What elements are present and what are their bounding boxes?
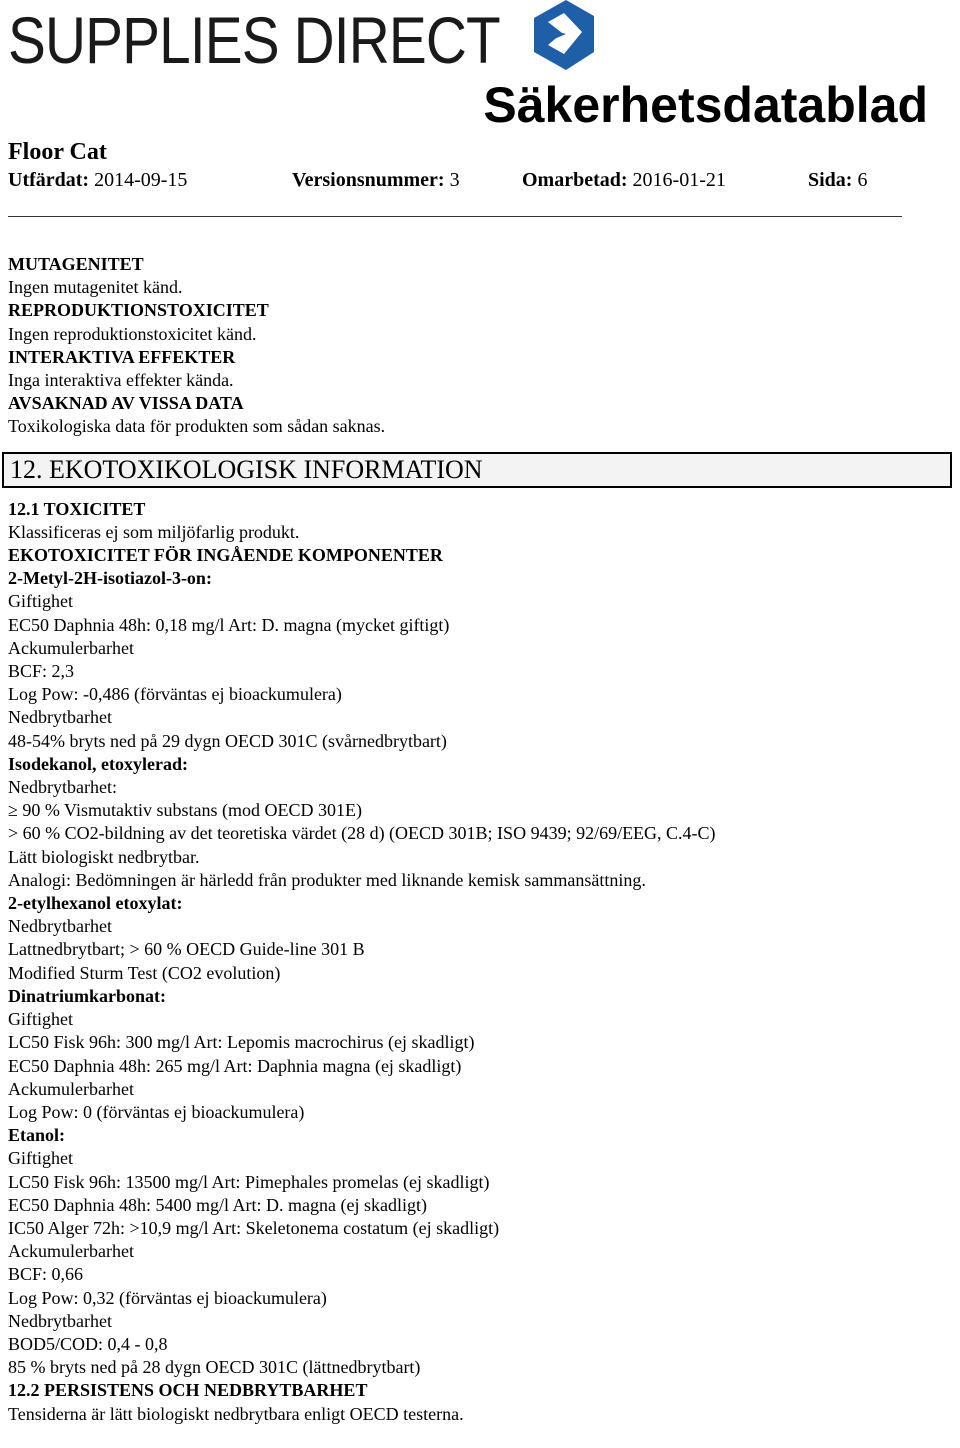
toxicity-text: Klassificeras ej som miljöfarlig produkt. xyxy=(8,521,300,542)
component-line: EC50 Daphnia 48h: 5400 mg/l Art: D. magna (ej skadligt) xyxy=(8,1194,427,1215)
component-line: BOD5/COD: 0,4 - 0,8 xyxy=(8,1333,168,1354)
component-line: BCF: 0,66 xyxy=(8,1264,84,1285)
component-line: LC50 Fisk 96h: 13500 mg/l Art: Pimephales promelas (ej skadligt) xyxy=(8,1171,490,1192)
component-line: IC50 Alger 72h: >10,9 mg/l Art: Skeletonema costatum (ej skadligt) xyxy=(8,1217,500,1238)
component-line: Analogi: Bedömningen är härledd från produkter med liknande kemisk sammansättning. xyxy=(8,869,646,890)
component-line: Log Pow: 0,32 (förväntas ej bioackumulera) xyxy=(8,1287,327,1308)
product-name: Floor Cat xyxy=(8,139,107,165)
component-line: LC50 Fisk 96h: 300 mg/l Art: Lepomis macrochirus (ej skadligt) xyxy=(8,1032,475,1053)
component-line: Nedbrytbarhet: xyxy=(8,777,117,798)
component-name: Dinatriumkarbonat: xyxy=(8,985,167,1006)
persistence-text: Tensiderna är lätt biologiskt nedbrytbara enligt OECD testerna. xyxy=(8,1403,464,1424)
component-line: > 60 % CO2-bildning av det teoretiska värdet (28 d) (OECD 301B; ISO 9439; 92/69/EEG, C.4-C) xyxy=(8,823,716,844)
component-line: Modified Sturm Test (CO2 evolution) xyxy=(8,962,281,983)
component-line: Giftighet xyxy=(8,591,73,612)
mutagenicity-text: Ingen mutagenitet känd. xyxy=(8,277,183,298)
component-line: Nedbrytbarhet xyxy=(8,1310,112,1331)
reproductive-toxicity-text: Ingen reproduktionstoxicitet känd. xyxy=(8,323,257,344)
component-line: Ackumulerbarhet xyxy=(8,1241,134,1262)
reproductive-toxicity-heading: REPRODUKTIONSTOXICITET xyxy=(8,300,269,321)
component-line: ≥ 90 % Vismutaktiv substans (mod OECD 301E) xyxy=(8,800,362,821)
component-line: Lätt biologiskt nedbrytbar. xyxy=(8,846,200,867)
component-line: Nedbrytbarhet xyxy=(8,707,112,728)
component-name: Etanol: xyxy=(8,1125,66,1146)
document-type-title: Säkerhetsdatablad xyxy=(483,77,928,133)
component-line: Giftighet xyxy=(8,1009,73,1030)
version-number: Versionsnummer: 3 xyxy=(292,169,460,191)
issued-date: Utfärdat: 2014-09-15 xyxy=(8,169,188,191)
component-line: BCF: 2,3 xyxy=(8,661,75,682)
header-divider xyxy=(8,216,902,217)
interactive-effects-heading: INTERAKTIVA EFFEKTER xyxy=(8,346,236,367)
component-line: Ackumulerbarhet xyxy=(8,1078,134,1099)
component-line: Giftighet xyxy=(8,1148,73,1169)
missing-data-text: Toxikologiska data för produkten som sådan saknas. xyxy=(8,416,386,437)
component-line: 48-54% bryts ned på 29 dygn OECD 301C (svårnedbrytbart) xyxy=(8,730,447,751)
toxicity-heading: 12.1 TOXICITET xyxy=(8,498,146,519)
brand-name: SUPPLIES DIRECT xyxy=(8,3,500,77)
brand-logo xyxy=(8,2,580,78)
page-number: Sida: 6 xyxy=(808,169,868,191)
component-name: 2-Metyl-2H-isotiazol-3-on: xyxy=(8,568,212,589)
section-12-title: 12. EKOTOXIKOLOGISK INFORMATION xyxy=(2,452,952,488)
component-name: Isodekanol, etoxylerad: xyxy=(8,753,188,774)
component-line: Log Pow: 0 (förväntas ej bioackumulera) xyxy=(8,1101,305,1122)
mutagenicity-heading: MUTAGENITET xyxy=(8,254,144,274)
component-line: Ackumulerbarhet xyxy=(8,637,134,658)
component-line: Log Pow: -0,486 (förväntas ej bioackumulera) xyxy=(8,684,342,705)
interactive-effects-text: Inga interaktiva effekter kända. xyxy=(8,370,234,391)
component-name: 2-etylhexanol etoxylat: xyxy=(8,893,183,914)
component-line: Nedbrytbarhet xyxy=(8,916,112,937)
component-line: EC50 Daphnia 48h: 265 mg/l Art: Daphnia magna (ej skadligt) xyxy=(8,1055,462,1076)
persistence-heading: 12.2 PERSISTENS OCH NEDBRYTBARHET xyxy=(8,1380,368,1401)
revised-date: Omarbetad: 2016-01-21 xyxy=(522,169,726,191)
document-body xyxy=(8,253,948,1426)
missing-data-heading: AVSAKNAD AV VISSA DATA xyxy=(8,393,244,414)
component-line: Lattnedbrytbart; > 60 % OECD Guide-line 301 B xyxy=(8,939,365,960)
component-line: EC50 Daphnia 48h: 0,18 mg/l Art: D. magna (mycket giftigt) xyxy=(8,614,450,635)
component-ecotoxicity-heading: EKOTOXICITET FÖR INGÅENDE KOMPONENTER xyxy=(8,545,443,566)
component-line: 85 % bryts ned på 28 dygn OECD 301C (lättnedbrytbart) xyxy=(8,1357,421,1378)
chevron-logo-icon xyxy=(530,0,596,80)
